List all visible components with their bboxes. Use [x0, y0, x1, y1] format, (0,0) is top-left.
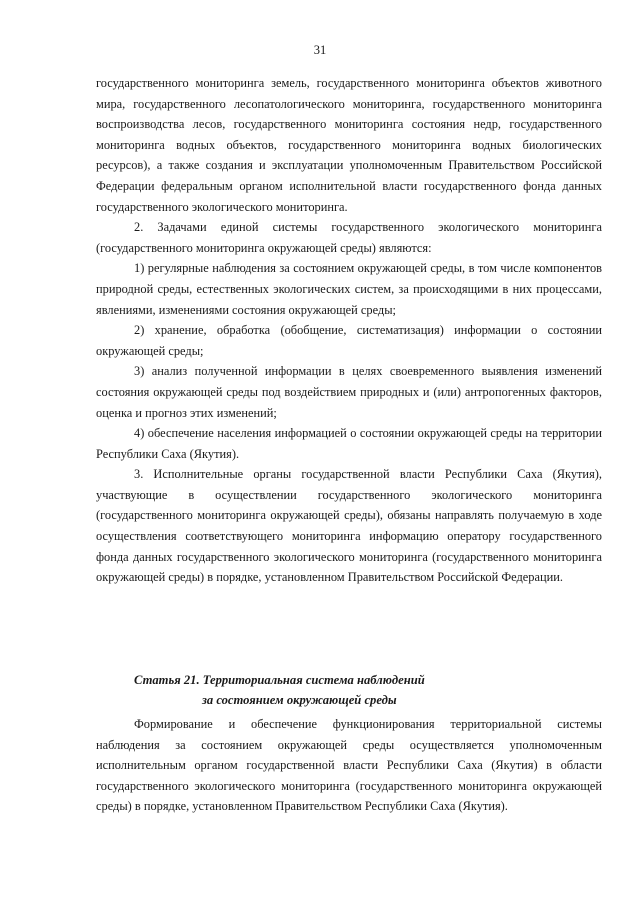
article-heading [96, 670, 602, 710]
article-paragraph: Формирование и обеспечение функционирования территориальной системы наблюдения за состоянием окружающей среды осуществляется уполномоченным исполнительным органом государственной власти Республики Саха (Якутия) в области государственного экологического мониторинга (государственного мониторинга окружающей среды) в порядке, установленном Правительством Республики Саха (Якутия). [96, 717, 602, 814]
list-item-2: 2) хранение, обработка (обобщение, систематизация) информации о состоянии окружающей среды; [96, 323, 602, 358]
list-item-4: 4) обеспечение населения информацией о состоянии окружающей среды на территории Республики Саха (Якутия). [96, 426, 602, 461]
list-item-1: 1) регулярные наблюдения за состоянием окружающей среды, в том числе компонентов природной среды, естественных экологических систем, за происходящими в них процессами, явлениями, изменениями состояния окружающей среды; [96, 261, 602, 317]
article-title-line1: Статья 21. Территориальная система наблюдений [134, 673, 425, 687]
paragraph-item-3: 3. Исполнительные органы государственной власти Республики Саха (Якутия), участвующие в осуществлении государственного экологического мониторинга (государственного мониторинга окружающей среды), обязаны направлять получаемую в ходе осуществления соответствующего мониторинга информацию оператору государственного фонда данных государственного экологического мониторинга (государственного мониторинга окружающей среды) в порядке, установленном Правительством Российской Федерации. [96, 467, 602, 585]
document-body [96, 73, 602, 588]
paragraph-item-2: 2. Задачами единой системы государственного экологического мониторинга (государственного мониторинга окружающей среды) являются: [96, 220, 602, 255]
list-item-3: 3) анализ полученной информации в целях своевременного выявления изменений состояния окружающей среды под воздействием природных и (или) антропогенных факторов, оценка и прогноз этих изменений; [96, 364, 602, 420]
page-number: 31 [313, 43, 327, 57]
paragraph-continuation: государственного мониторинга земель, государственного мониторинга объектов животного мира, государственного лесопатологического мониторинга, государственного мониторинга воспроизводства лесов, государственного мониторинга состояния недр, государственного мониторинга водных объектов, государственного мониторинга водных биологических ресурсов), а также создания и эксплуатации уполномоченным Правительством Российской Федерации федеральным органом исполнительной власти государственного фонда данных государственного экологического мониторинга. [96, 76, 602, 214]
article-body [96, 714, 602, 817]
article-title-line2: за состоянием окружающей среды [202, 693, 397, 707]
